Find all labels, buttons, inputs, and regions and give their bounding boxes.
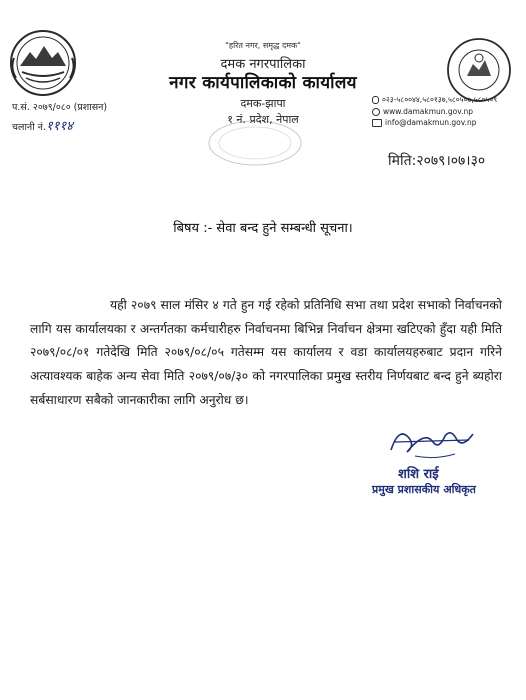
address-province: १ नं. प्रदेश, नेपाल [227,113,299,126]
contact-phone: ०२३-५८००४४,५८०१३७,५८०५०७,५८०५०९ [382,95,498,104]
signatory-name: शशि राई [398,467,439,482]
contact-phone-row [372,95,497,105]
municipality-name: दमक नगरपालिका [220,57,306,72]
notice-body: यही २०७९ साल मंसिर ४ गते हुन गई रहेको प्रतिनिधि सभा तथा प्रदेश सभाको निर्वाचनको लागि यस कार्यालयका र अन्तर्गतका कर्मचारीहरु निर्वाचनमा बिभिन्न निर्वाचन क्षेत्रमा खटिएको हुँदा यही मिति २०७९/०८/०१ गतेदेखि मिति २०७९/०८/०५ गतेसम्म यस कार्यालय र वडा कार्यालयहरुबाट प्रदान गरिने अत्यावश्यक बाहेक अन्य सेवा मिति २०७९/०७/३० को नगरपालिका प्रमुख स्तरीय निर्णयबाट बन्द हुने ब्यहोरा सर्बसाधारण सबैको जानकारीका लागि अनुरोध छ। [30,298,502,407]
notice-subject: बिषय :- सेवा बन्द हुने सम्बन्धी सूचना। [173,221,353,236]
signatory-designation: प्रमुख प्रशासकीय अधिकृत [372,483,476,496]
contact-website: www.damakmun.gov.np [383,107,473,116]
dispatch-ref [12,116,73,134]
mail-icon [372,119,382,127]
phone-icon [372,96,379,104]
contact-website-row [372,107,473,116]
contact-email-row [372,118,476,127]
notice-date: मिति:२०७९।०७।३० [388,153,486,169]
dispatch-number: १११४ [45,119,74,134]
municipality-seal-icon [445,36,513,104]
fiscal-year-ref: प.सं. २०७९/०८० (प्रशासन) [12,102,108,113]
dispatch-label: चलानी नं. [12,122,46,133]
address-city: दमक-झापा [240,97,286,110]
motto: "हरित नगर, समृद्ध दमक" [225,41,301,50]
signature-scrawl-icon [385,420,480,462]
office-title: नगर कार्यपालिकाको कार्यालय [169,73,357,93]
contact-email: info@damakmun.gov.np [385,118,477,127]
globe-icon [372,108,380,116]
